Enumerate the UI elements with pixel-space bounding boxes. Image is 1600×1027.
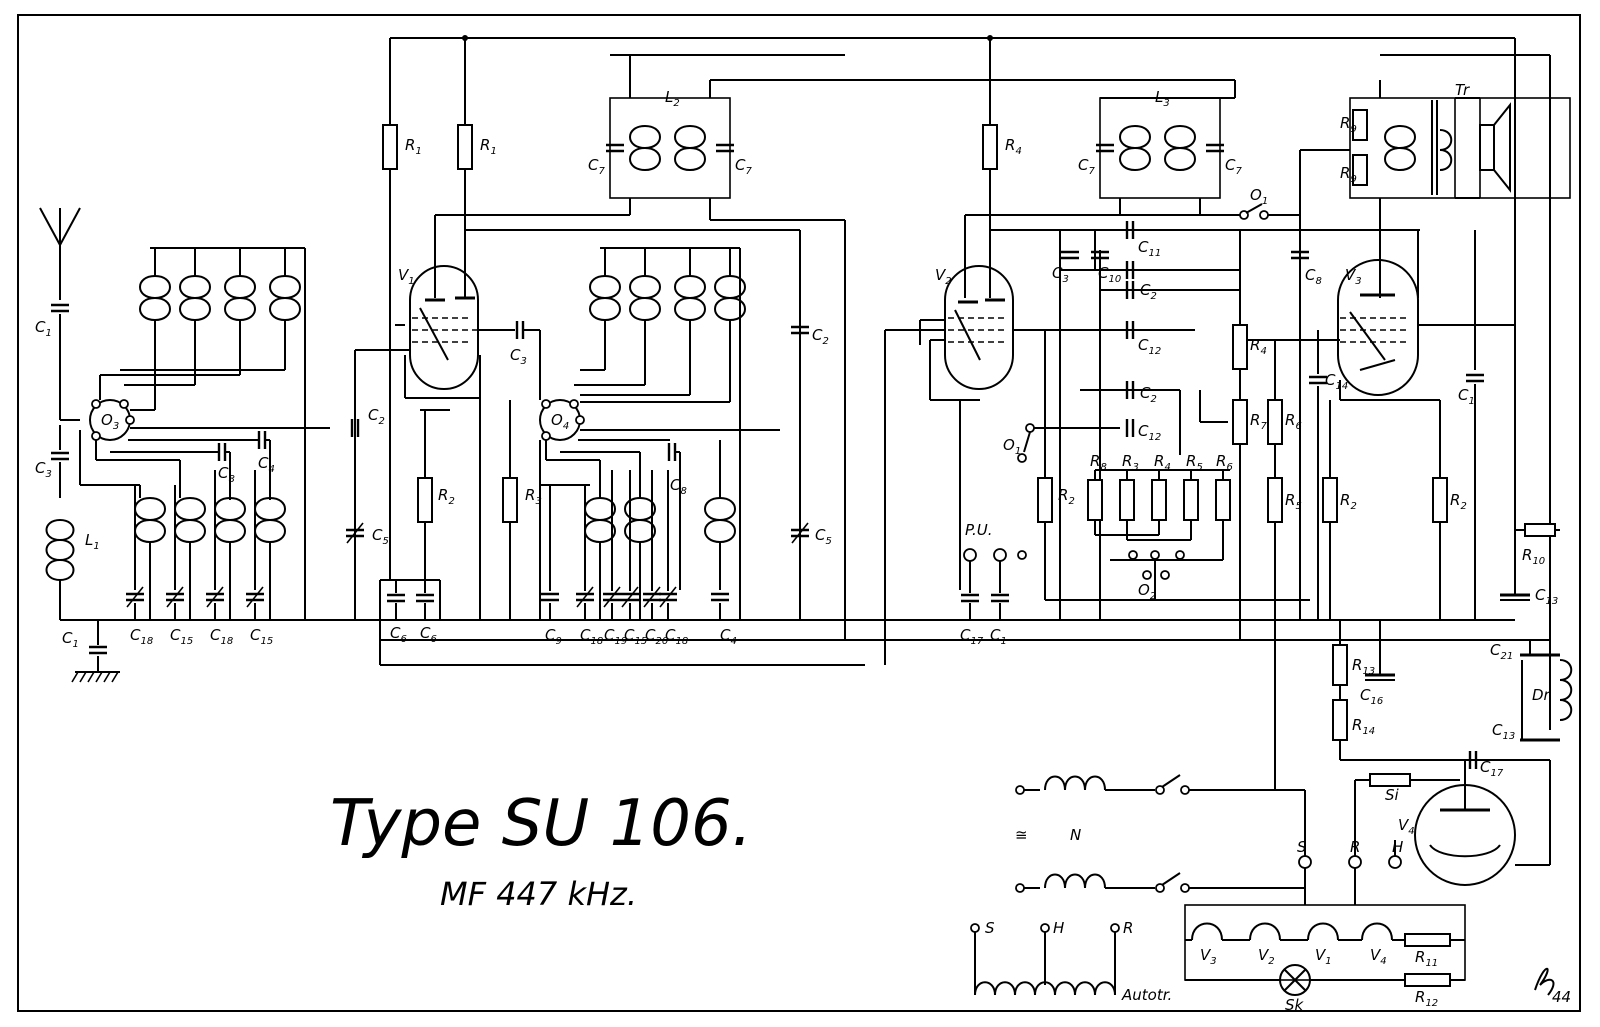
svg-text:C18: $C_{18}$: [130, 626, 154, 647]
svg-text:C5: $C_5$: [372, 526, 389, 547]
svg-text:Sk: Sk: [1285, 996, 1304, 1014]
svg-text:R: R: [1123, 919, 1134, 937]
svg-text:C8: $C_8$: [670, 476, 687, 497]
svg-text:C7: $C_7$: [1225, 156, 1242, 177]
svg-text:C7: $C_7$: [588, 156, 605, 177]
resistor-r3: [503, 400, 542, 620]
svg-text:C18: $C_{18}$: [580, 626, 604, 647]
svg-text:S: S: [1297, 838, 1307, 856]
svg-text:R12: $R_{12}$: [1415, 988, 1439, 1009]
svg-text:V1: $V_1$: [1315, 946, 1332, 967]
autotr-terminal-r: [1111, 924, 1119, 932]
svg-text:C4: $C_4$: [258, 454, 275, 475]
svg-text:C2: $C_2$: [1140, 384, 1157, 405]
svg-text:R2: $R_2$: [1450, 491, 1467, 512]
svg-text:C17: $C_{17}$: [1480, 758, 1504, 779]
diagram-title-block: [330, 787, 752, 913]
svg-text:C1: $C_1$: [1458, 386, 1475, 407]
signature-mark: [1535, 969, 1553, 995]
capacitor-c1-antenna: [51, 305, 69, 311]
svg-text:C13: $C_{13}$: [1492, 721, 1516, 742]
tube-v3-stage: [1291, 80, 1570, 620]
svg-text:O4: $O_4$: [551, 411, 570, 432]
svg-text:V2: $V_2$: [1258, 946, 1275, 967]
svg-text:V4: $V_4$: [1398, 816, 1415, 837]
svg-text:R9: $R_9$: [1340, 164, 1357, 185]
svg-text:C18: $C_{18}$: [210, 626, 234, 647]
terminal-h: [1389, 856, 1401, 868]
antenna-icon: [40, 208, 80, 245]
svg-text:R1: $R_1$: [405, 136, 422, 157]
svg-text:C18: $C_{18}$: [665, 626, 689, 647]
if-transformer-l3: [1078, 80, 1242, 215]
svg-text:C8: $C_8$: [218, 464, 235, 485]
svg-text:R10: $R_{10}$: [1522, 546, 1546, 567]
svg-text:V1: $V_1$: [398, 266, 415, 287]
svg-text:R6: $R_6$: [1216, 452, 1233, 473]
svg-text:C6: $C_6$: [390, 624, 407, 645]
capacitor-c1-ground: [89, 647, 107, 653]
svg-text:C4: $C_4$: [720, 626, 737, 647]
svg-text:H: H: [1392, 838, 1404, 856]
svg-text:V2: $V_2$: [935, 266, 952, 287]
svg-text:Autotr.: Autotr.: [1122, 986, 1173, 1004]
svg-text:R8: $R_8$: [1090, 452, 1107, 473]
svg-text:C12: $C_{12}$: [1138, 336, 1162, 357]
svg-text:C2: $C_2$: [812, 326, 829, 347]
diagram-title: Type SU 106.: [330, 787, 753, 861]
supply-rail: [1380, 38, 1560, 640]
svg-text:Si: Si: [1385, 786, 1399, 804]
svg-text:L2: $L_2$: [665, 88, 680, 109]
svg-text:R4: $R_4$: [1005, 136, 1022, 157]
autotr-terminal-s: [971, 924, 979, 932]
svg-text:C11: $C_{11}$: [1138, 238, 1162, 259]
svg-text:C15: $C_{15}$: [170, 626, 194, 647]
svg-text:R14: $R_{14}$: [1352, 716, 1376, 737]
svg-text:C20: $C_{20}$: [645, 626, 669, 647]
svg-text:C9: $C_9$: [545, 626, 562, 647]
antenna-input-stage: [35, 208, 120, 682]
ground-bus: [60, 580, 1550, 665]
svg-text:C21: $C_{21}$: [1490, 641, 1514, 662]
svg-text:R11: $R_{11}$: [1415, 948, 1439, 969]
rf-coil-bank-1: [80, 248, 330, 647]
inductor-l1: [47, 520, 74, 580]
svg-text:O2: $O_2$: [1138, 581, 1157, 602]
svg-text:C1: $C_1$: [990, 626, 1007, 647]
terminal-r: [1349, 856, 1361, 868]
svg-text:C5: $C_5$: [815, 526, 832, 547]
switch-o1-top: [1200, 186, 1300, 330]
svg-text:C7: $C_7$: [735, 156, 752, 177]
svg-text:V4: $V_4$: [1370, 946, 1387, 967]
autotr-terminal-h: [1041, 924, 1049, 932]
svg-text:C1: $C_1$: [35, 318, 52, 339]
svg-text:C2: $C_2$: [1140, 281, 1157, 302]
filter-choke: [1490, 640, 1571, 742]
diagram-subtitle: MF 447 kHz.: [440, 875, 637, 913]
svg-text:C3: $C_3$: [35, 459, 52, 480]
svg-text:V3: $V_3$: [1200, 946, 1217, 967]
svg-text:R7: $R_7$: [1250, 411, 1267, 432]
svg-text:R1: $R_1$: [480, 136, 497, 157]
svg-text:C16: $C_{16}$: [1360, 686, 1384, 707]
svg-text:R5: $R_5$: [1285, 491, 1302, 512]
rectifier-v4: [1297, 751, 1550, 885]
svg-text:R2: $R_2$: [1340, 491, 1357, 512]
svg-text:L3: $L_3$: [1155, 88, 1170, 109]
terminal-s: [1299, 856, 1311, 868]
svg-text:C3: $C_3$: [1052, 264, 1069, 285]
svg-text:Tr: Tr: [1455, 81, 1470, 99]
svg-text:C10: $C_{10}$: [1098, 264, 1122, 285]
svg-text:C17: $C_{17}$: [960, 626, 984, 647]
svg-text:C3: $C_3$: [510, 346, 527, 367]
svg-text:H: H: [1053, 919, 1065, 937]
svg-text:R13: $R_{13}$: [1352, 656, 1376, 677]
speaker-icon: [1480, 125, 1494, 170]
svg-text:R2: $R_2$: [438, 486, 455, 507]
svg-text:C6: $C_6$: [420, 624, 437, 645]
svg-text:R: R: [1350, 838, 1361, 856]
autotransformer: [971, 919, 1172, 1004]
svg-text:O1: $O_1$: [1250, 186, 1269, 207]
tube-v2: [945, 266, 1013, 389]
svg-text:44: 44: [1552, 988, 1572, 1006]
svg-text:C13: $C_{13}$: [1535, 586, 1559, 607]
svg-text:C1: $C_1$: [62, 629, 79, 650]
wave-switch-o3: [90, 400, 134, 440]
svg-text:R9: $R_9$: [1340, 114, 1357, 135]
svg-text:L1: $L_1$: [85, 531, 100, 552]
svg-text:V3: $V_3$: [1345, 266, 1362, 287]
wave-switch-o4: [540, 400, 584, 440]
mains-input: [1015, 760, 1305, 892]
signature: [1535, 969, 1571, 1006]
svg-text:R6: $R_6$: [1285, 411, 1302, 432]
pickup-jack-1: [964, 549, 976, 561]
capacitor-c3-input: [51, 453, 69, 459]
svg-text:R3: $R_3$: [1122, 452, 1139, 473]
pickup-jack-2: [994, 549, 1006, 561]
svg-text:R4: $R_4$: [1250, 336, 1267, 357]
svg-text:R3: $R_3$: [525, 486, 542, 507]
svg-text:R4: $R_4$: [1154, 452, 1171, 473]
svg-text:N: N: [1070, 826, 1082, 844]
svg-text:C7: $C_7$: [1078, 156, 1095, 177]
heater-chain: [1185, 868, 1465, 1014]
svg-text:≅: ≅: [1015, 826, 1028, 844]
svg-text:S: S: [985, 919, 995, 937]
svg-text:C19: $C_{19}$: [604, 626, 628, 647]
svg-text:C2: $C_2$: [368, 406, 385, 427]
svg-text:R2: $R_2$: [1058, 486, 1075, 507]
svg-text:C14: $C_{14}$: [1325, 371, 1349, 392]
svg-text:O1: $O_1$: [1003, 436, 1022, 457]
svg-text:C15: $C_{15}$: [624, 626, 648, 647]
svg-text:P.U.: P.U.: [965, 521, 993, 539]
svg-text:C12: $C_{12}$: [1138, 422, 1162, 443]
tube-v1: [410, 266, 478, 389]
svg-text:C8: $C_8$: [1305, 266, 1322, 287]
svg-text:Dr: Dr: [1532, 686, 1550, 704]
osc-coil-bank: [540, 248, 780, 647]
svg-text:R5: $R_5$: [1186, 452, 1203, 473]
svg-text:C15: $C_{15}$: [250, 626, 274, 647]
tone-resistor-bank: [1088, 452, 1233, 602]
svg-text:O3: $O_3$: [101, 411, 120, 432]
